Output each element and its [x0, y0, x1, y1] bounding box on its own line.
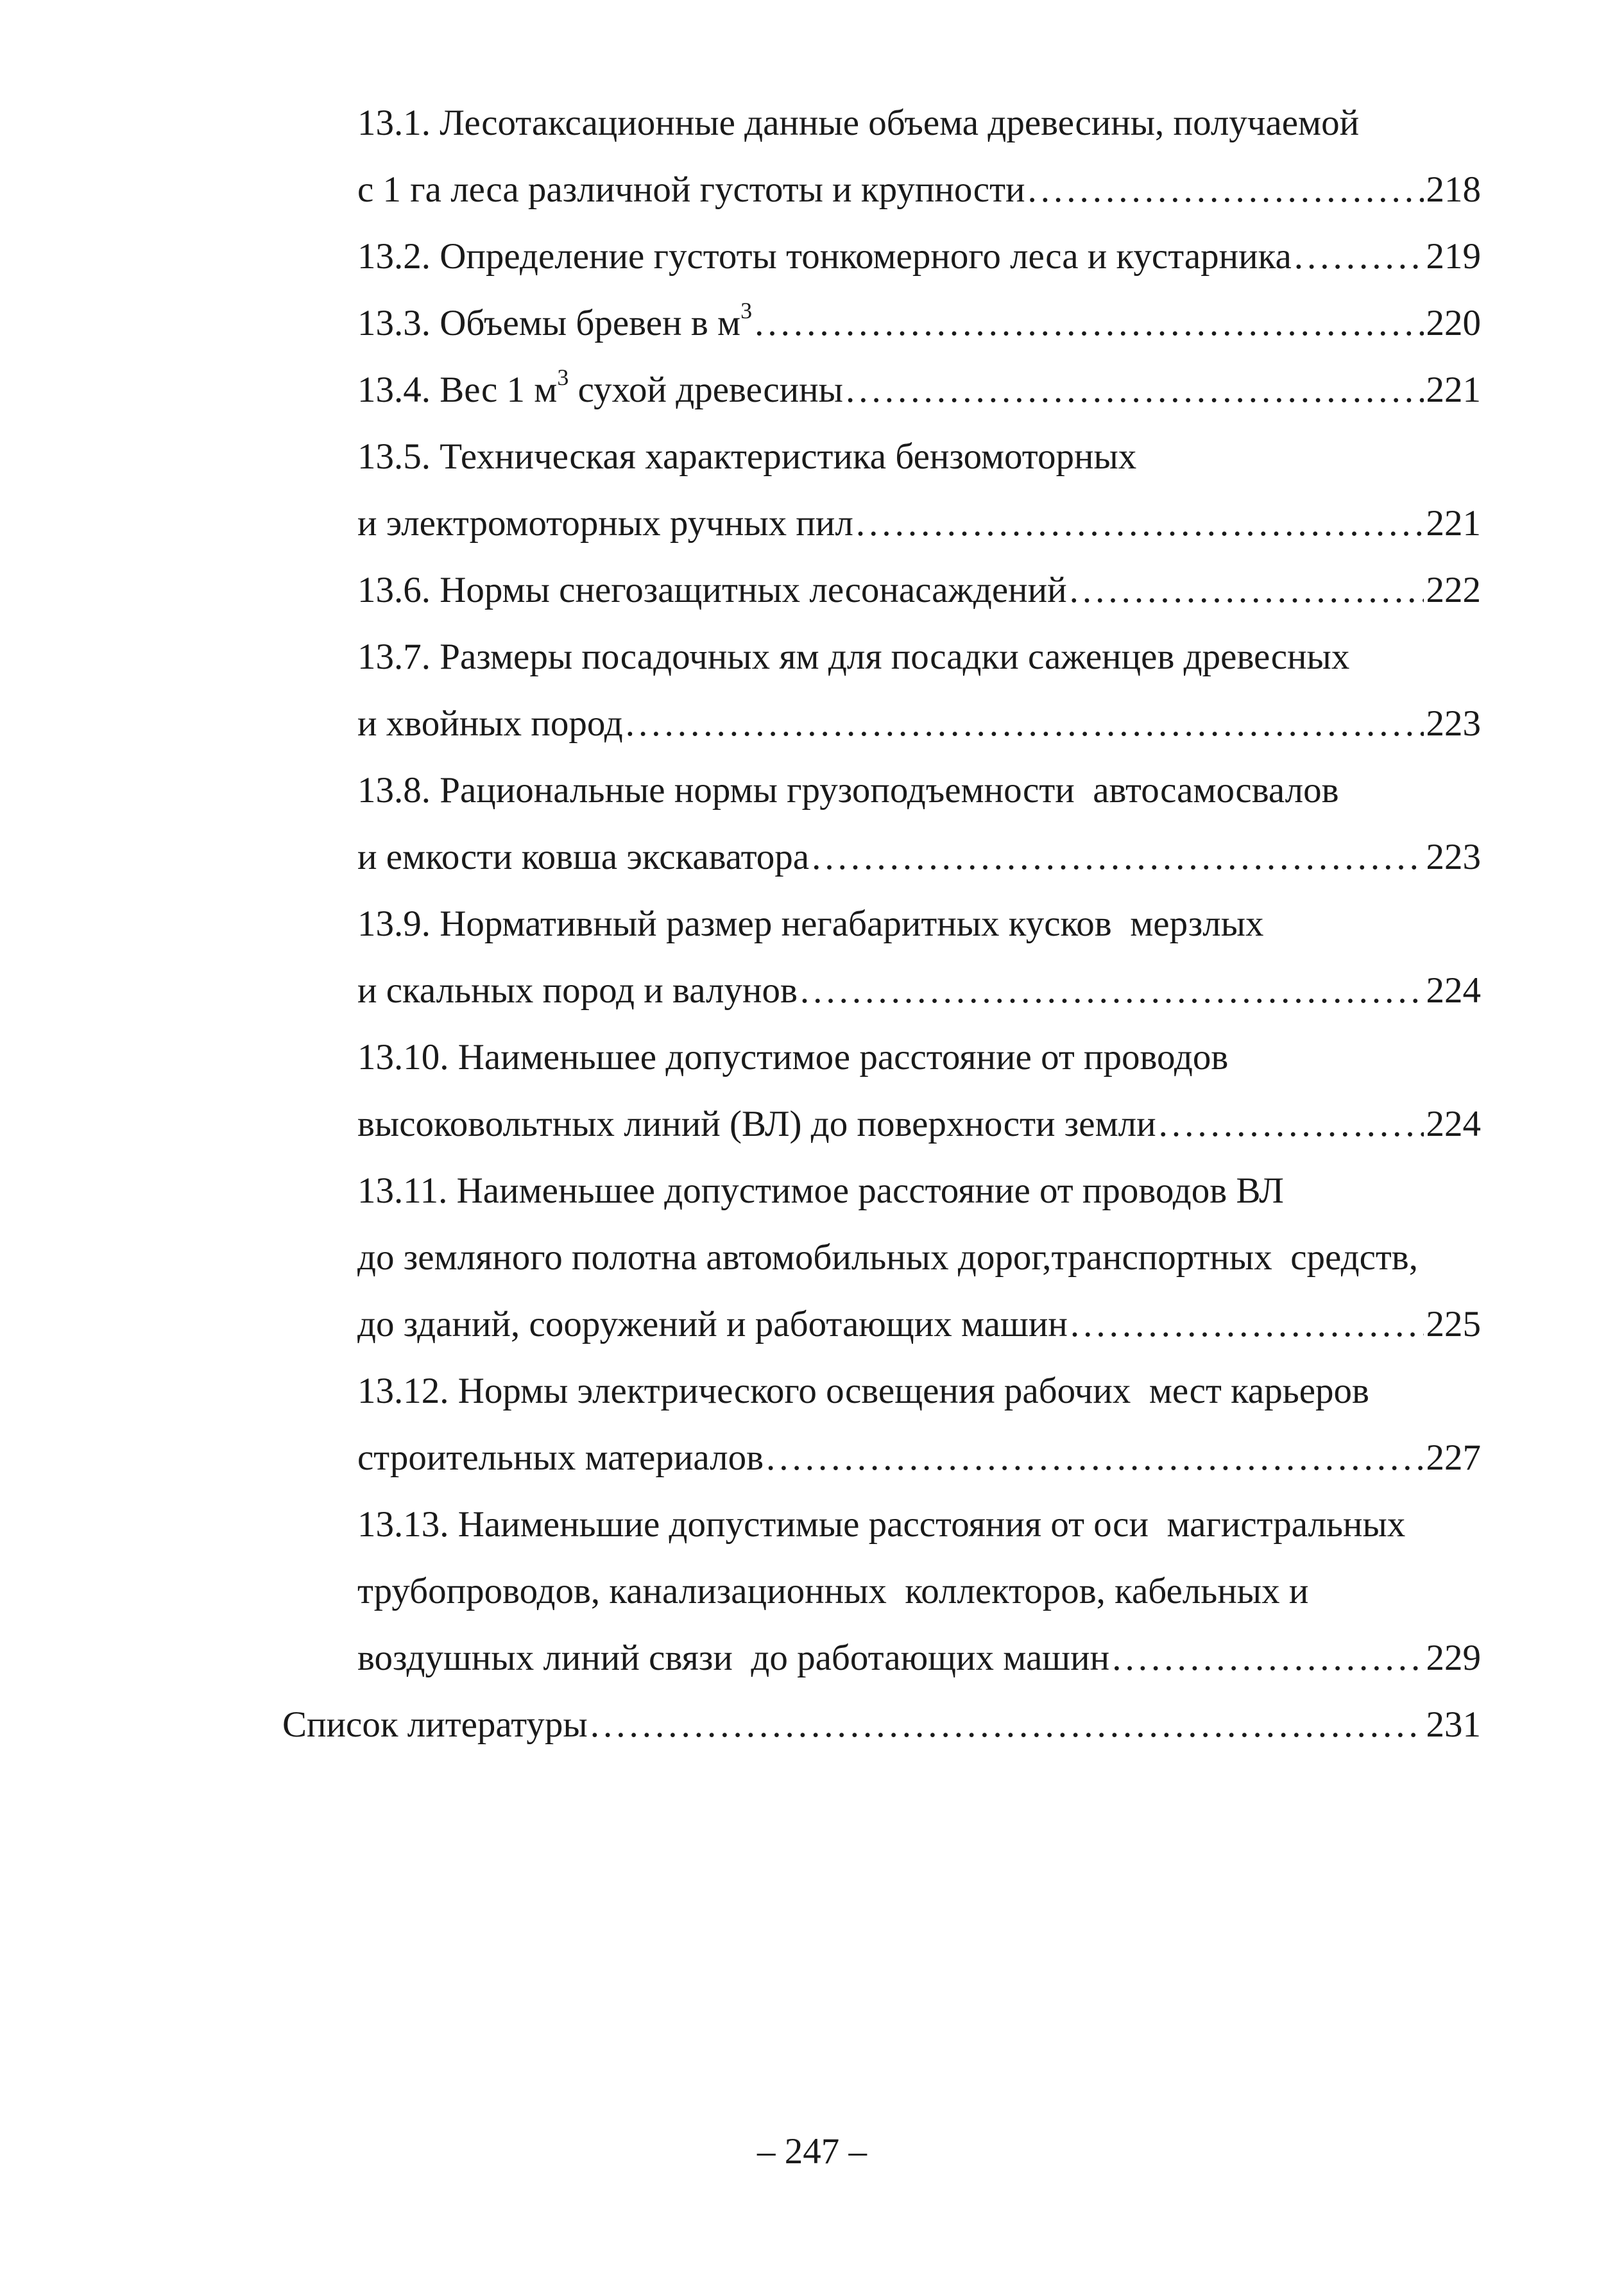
toc-entry-text: 13.12. Нормы электрического освещения рабочих мест карьеров — [357, 1371, 1369, 1411]
toc-entry-13-6[interactable] — [282, 557, 1481, 624]
toc-entry-13-13-line-2 — [282, 1558, 1481, 1625]
page-number-footer: – 247 – — [757, 2131, 867, 2172]
toc-entry-text: 13.6. Нормы снегозащитных лесонасаждений — [357, 570, 1067, 610]
toc-entry-text: 13.9. Нормативный размер негабаритных кусков мерзлых — [357, 904, 1264, 944]
toc-entry-text: воздушных линий связи до работающих машин — [357, 1638, 1110, 1678]
toc-page-number: 227 — [1426, 1437, 1481, 1478]
toc-entry-text — [357, 357, 843, 424]
toc-page-number: 225 — [1426, 1304, 1481, 1344]
toc-entry-13-13-line-1 — [282, 1491, 1481, 1558]
toc-entry-text — [357, 290, 752, 357]
dot-leader — [1070, 557, 1424, 624]
dot-leader — [626, 690, 1424, 757]
toc-entry-13-3[interactable] — [282, 290, 1481, 357]
toc-page-number: 231 — [1426, 1704, 1481, 1745]
toc-entry-13-9-line-2[interactable] — [282, 957, 1481, 1024]
toc-entry-text: с 1 га леса различной густоты и крупности — [357, 169, 1025, 210]
toc-entry-13-12-line-2[interactable] — [282, 1425, 1481, 1491]
dot-leader — [1294, 223, 1424, 290]
toc-entry-text: и емкости ковша экскаватора — [357, 837, 810, 877]
toc-entry-13-9-line-1 — [282, 891, 1481, 957]
superscript: 3 — [740, 298, 753, 323]
superscript: 3 — [557, 365, 569, 390]
toc-entry-13-10-line-1 — [282, 1024, 1481, 1091]
toc-page-number: 218 — [1426, 169, 1481, 210]
toc-entry-13-5-line-1 — [282, 424, 1481, 490]
toc-entry-13-8-line-1 — [282, 757, 1481, 824]
dot-leader — [856, 490, 1424, 557]
toc-entry-13-12-line-1 — [282, 1358, 1481, 1425]
dot-leader — [1159, 1091, 1424, 1158]
toc-page-number: 223 — [1426, 703, 1481, 744]
toc-page-number: 220 — [1426, 303, 1481, 343]
toc-page-number: 229 — [1426, 1638, 1481, 1678]
toc-entry-bibliography[interactable] — [282, 1692, 1481, 1758]
toc-page-number: 221 — [1426, 370, 1481, 410]
toc-page-number: 223 — [1426, 837, 1481, 877]
dot-leader — [800, 957, 1424, 1024]
toc-entry-text: и хвойных пород — [357, 703, 623, 744]
toc-entry-13-10-line-2[interactable] — [282, 1091, 1481, 1158]
table-of-contents — [282, 90, 1481, 1758]
toc-entry-text: и электромоторных ручных пил — [357, 503, 853, 544]
toc-entry-13-11-line-3[interactable] — [282, 1291, 1481, 1358]
toc-entry-13-1-line-2[interactable] — [282, 157, 1481, 223]
toc-entry-text: до земляного полотна автомобильных дорог,транспортных средств, — [357, 1237, 1418, 1278]
dot-leader — [766, 1425, 1424, 1491]
toc-entry-13-7-line-2[interactable] — [282, 690, 1481, 757]
toc-page-number: 222 — [1426, 570, 1481, 610]
toc-entry-text: 13.5. Техническая характеристика бензомоторных — [357, 436, 1137, 477]
dot-leader — [846, 357, 1424, 424]
toc-entry-text: 13.8. Рациональные нормы грузоподъемности автосамосвалов — [357, 770, 1339, 811]
toc-entry-text: 13.1. Лесотаксационные данные объема древесины, получаемой — [357, 103, 1360, 143]
toc-entry-text: 13.10. Наименьшее допустимое расстояние от проводов — [357, 1037, 1229, 1077]
toc-entry-13-5-line-2[interactable] — [282, 490, 1481, 557]
toc-entry-text: 13.13. Наименьшие допустимые расстояния от оси магистральных — [357, 1504, 1406, 1545]
toc-entry-13-7-line-1 — [282, 624, 1481, 690]
toc-page-number: 224 — [1426, 1104, 1481, 1144]
dot-leader — [812, 824, 1423, 891]
toc-entry-text: трубопроводов, канализационных коллекторов, кабельных и — [357, 1571, 1309, 1611]
dot-leader — [1028, 157, 1424, 223]
toc-page-number: 219 — [1426, 236, 1481, 277]
toc-page-number: 221 — [1426, 503, 1481, 544]
dot-leader — [1112, 1625, 1423, 1692]
toc-entry-13-1-line-1 — [282, 90, 1481, 157]
toc-entry-text: и скальных пород и валунов — [357, 970, 798, 1011]
toc-entry-13-11-line-2 — [282, 1224, 1481, 1291]
toc-entry-text-post: сухой древесины — [568, 370, 843, 410]
toc-entry-13-8-line-2[interactable] — [282, 824, 1481, 891]
toc-entry-text-pre: 13.4. Вес 1 м — [357, 370, 558, 410]
dot-leader — [755, 290, 1423, 357]
toc-entry-text: Список литературы — [282, 1704, 588, 1745]
toc-entry-text: до зданий, сооружений и работающих машин — [357, 1304, 1068, 1344]
toc-entry-text: высоковольтных линий (ВЛ) до поверхности земли — [357, 1104, 1156, 1144]
toc-entry-text: 13.7. Размеры посадочных ям для посадки саженцев древесных — [357, 637, 1350, 677]
toc-entry-text-main: 13.3. Объемы бревен в м — [357, 303, 741, 343]
toc-entry-13-4[interactable] — [282, 357, 1481, 424]
toc-entry-text: 13.2. Определение густоты тонкомерного леса и кустарника — [357, 236, 1292, 277]
toc-entry-text: 13.11. Наименьшее допустимое расстояние от проводов ВЛ — [357, 1171, 1284, 1211]
toc-entry-13-2[interactable] — [282, 223, 1481, 290]
dot-leader — [1070, 1291, 1424, 1358]
dot-leader — [590, 1692, 1424, 1758]
toc-entry-13-11-line-1 — [282, 1158, 1481, 1224]
toc-page-number: 224 — [1426, 970, 1481, 1011]
toc-entry-13-13-line-3[interactable] — [282, 1625, 1481, 1692]
toc-entry-text: строительных материалов — [357, 1437, 764, 1478]
